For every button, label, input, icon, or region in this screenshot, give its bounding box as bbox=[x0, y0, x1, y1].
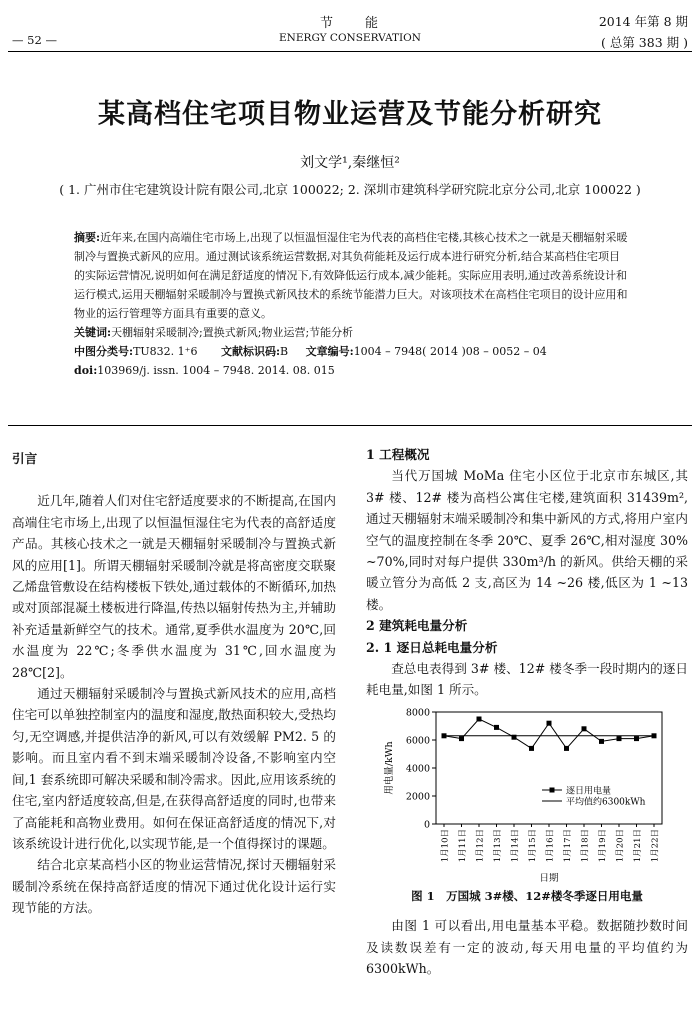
x-tick-label: 1月20日 bbox=[615, 828, 626, 863]
left-column bbox=[12, 448, 336, 919]
x-tick-label: 1月19日 bbox=[598, 828, 608, 863]
articleno-value: 1004 – 7948( 2014 )08 – 0052 – 04 bbox=[353, 345, 547, 358]
intro-paragraph-2: 通过天棚辐射采暖制冷与置换式新风技术的应用,高档住宅可以单独控制室内的温度和湿度,散热面积较大,受热均匀,无空调感,并提供洁净的新风,可以有效缓解 PM2. 5 的影响。而且室内看不到末端采暖制冷设备,不影响室内空间,1 套系统即可解决采暖和制冷需求。因此,应用该系统的住宅,室内舒适度较高,但是,在获得高舒适度的同时,也带来了高能耗和高物业费用。如何在保证高舒适度的情况下,对该系统设计进行优化,以实现节能,是一个值得探讨的课题。 bbox=[12, 686, 336, 851]
section2-heading: 2 建筑耗电量分析 bbox=[366, 618, 468, 634]
daily-data-point bbox=[547, 721, 552, 726]
daily-data-point bbox=[477, 716, 482, 721]
clc-value: TU832. 1⁺6 bbox=[133, 345, 198, 358]
keywords-label: 关键词: bbox=[74, 326, 112, 339]
doi-line bbox=[74, 361, 628, 380]
legend-marker-daily bbox=[550, 787, 555, 792]
section21-heading: 2. 1 逐日总耗电量分析 bbox=[366, 639, 498, 655]
x-tick-label: 1月21日 bbox=[633, 828, 643, 863]
section21-result-paragraph: 由图 1 可以看出,用电量基本平稳。数据随抄数时间及读数误差有一定的波动,每天用电量的平均值约为 6300kWh。 bbox=[366, 918, 688, 977]
daily-data-point bbox=[582, 726, 587, 731]
section1-paragraph: 当代万国城 MoMa 住宅小区位于北京市东城区,其 3# 楼、12# 楼为高档公寓住宅楼,建筑面积 31439m²,通过天棚辐射末端采暖制冷和集中新风的方式,将用户室内空气的温度控制在冬季 20℃、夏季 26℃,相对湿度 30% ~70%,同时对每户提供 330m³/h 的新风。供给天棚的采暖立管分为高低 2 支,高区为 14 ~26 楼,低区为 1 ~13 楼。 bbox=[366, 468, 688, 612]
y-axis-label: 用电量/kWh bbox=[384, 741, 395, 795]
journal-name-cn: 节 能 bbox=[319, 16, 380, 31]
y-tick-label: 4000 bbox=[405, 763, 430, 775]
year-issue: 2014 年第 8 期 bbox=[598, 14, 688, 29]
daily-data-point bbox=[617, 736, 622, 741]
keywords bbox=[74, 323, 628, 342]
x-axis-label: 日期 bbox=[539, 872, 559, 884]
journal-name-en: ENERGY CONSERVATION bbox=[279, 32, 421, 44]
daily-data-point bbox=[529, 746, 534, 751]
intro-heading: 引言 bbox=[12, 451, 38, 466]
x-tick-label: 1月18日 bbox=[580, 828, 591, 863]
legend-label-daily: 逐日用电量 bbox=[566, 786, 612, 797]
daily-power-chart bbox=[366, 704, 688, 884]
doccode-value: B bbox=[280, 345, 289, 358]
abstract-text: 近年来,在国内高端住宅市场上,出现了以恒温恒湿住宅为代表的高档住宅楼,其核心技术之一就是天棚辐射采暖制冷与置换式新风的应用。通过测试该系统运营数据,对其负荷能耗及运行成本进行研究分析,结合某高档住宅项目的实际运营情况,说明如何在满足舒适度的情况下,有效降低运行成本,减少能耗。实际应用表明,通过改善系统设计和运行模式,运用天棚辐射采暖制冷与置换式新风技术的系统节能潜力巨大。对该项技术在高档住宅项目的设计应用和物业的运行管理等方面具有重要的意义。 bbox=[74, 231, 628, 320]
doccode-label: 文献标识码: bbox=[220, 345, 281, 358]
total-issue: ( 总第 383 期 ) bbox=[600, 35, 688, 50]
y-tick-label: 0 bbox=[423, 819, 430, 831]
classification-line bbox=[74, 342, 628, 361]
x-tick-label: 1月17日 bbox=[563, 828, 573, 863]
daily-data-point bbox=[494, 725, 499, 730]
article-title: 某高档住宅项目物业运营及节能分析研究 bbox=[98, 99, 602, 130]
y-tick-label: 2000 bbox=[405, 791, 430, 803]
daily-data-point bbox=[442, 733, 447, 738]
articleno-label: 文章编号: bbox=[305, 345, 354, 358]
x-tick-label: 1月16日 bbox=[545, 828, 556, 863]
authors: 刘文学¹,秦继恒² bbox=[300, 155, 400, 171]
keywords-text: 天棚辐射采暖制冷;置换式新风;物业运营;节能分析 bbox=[111, 326, 354, 339]
doi-value: 103969/j. issn. 1004 – 7948. 2014. 08. 015 bbox=[97, 364, 335, 377]
x-tick-label: 1月11日 bbox=[458, 828, 468, 863]
figure-caption: 图 1 万国城 3#楼、12#楼冬季逐日用电量 bbox=[411, 888, 643, 903]
clc-label: 中图分类号: bbox=[74, 345, 134, 358]
legend-label-average: 平均值约6300kWh bbox=[566, 797, 646, 808]
doi-label: doi: bbox=[74, 364, 98, 377]
daily-data-point bbox=[459, 736, 464, 741]
abstract bbox=[74, 228, 628, 323]
header-rule bbox=[8, 51, 692, 52]
daily-data-point bbox=[512, 735, 517, 740]
section1-heading: 1 工程概况 bbox=[366, 447, 430, 462]
x-tick-label: 1月22日 bbox=[650, 828, 661, 863]
section-rule bbox=[8, 425, 692, 426]
y-tick-label: 6000 bbox=[405, 735, 430, 747]
section21-paragraph: 查总电表得到 3# 楼、12# 楼冬季一段时期内的逐日耗电量,如图 1 所示。 bbox=[366, 661, 688, 698]
intro-paragraph-3: 结合北京某高档小区的物业运营情况,探讨天棚辐射采暖制冷系统在保持高舒适度的情况下通过优化设计运行实现节能的方法。 bbox=[12, 857, 336, 916]
affiliation: ( 1. 广州市住宅建筑设计院有限公司,北京 100022; 2. 深圳市建筑科学研究院北京分公司,北京 100022 ) bbox=[59, 182, 641, 197]
daily-data-point bbox=[652, 733, 657, 738]
daily-data-point bbox=[599, 739, 604, 744]
abstract-block bbox=[74, 228, 628, 380]
daily-data-point bbox=[564, 746, 569, 751]
y-tick-label: 8000 bbox=[405, 707, 430, 719]
x-tick-label: 1月15日 bbox=[528, 828, 538, 863]
x-tick-label: 1月12日 bbox=[475, 828, 486, 863]
x-tick-label: 1月14日 bbox=[510, 828, 521, 863]
abstract-label: 摘要: bbox=[74, 231, 101, 244]
daily-data-point bbox=[634, 736, 639, 741]
x-tick-label: 1月13日 bbox=[493, 828, 503, 863]
right-column bbox=[366, 444, 688, 980]
x-tick-label: 1月10日 bbox=[440, 828, 451, 863]
page-number: — 52 — bbox=[12, 33, 57, 47]
intro-paragraph-1: 近几年,随着人们对住宅舒适度要求的不断提高,在国内高端住宅市场上,出现了以恒温恒湿住宅为代表的高舒适度产品。其核心技术之一就是天棚辐射采暖制冷与置换式新风的应用[1]。所谓天棚辐射采暖制冷就是将高密度交联聚乙烯盘管敷设在结构楼板下铁处,通过载体的不断循环,加热或对顶部混凝土楼板进行降温,传热以辐射传热为主,并辅助补充适量新鲜空气的技术。通常,夏季供水温度为 20℃,回水温度为 22℃;冬季供水温度为 31℃,回水温度为 28℃[2]。 bbox=[12, 493, 336, 680]
